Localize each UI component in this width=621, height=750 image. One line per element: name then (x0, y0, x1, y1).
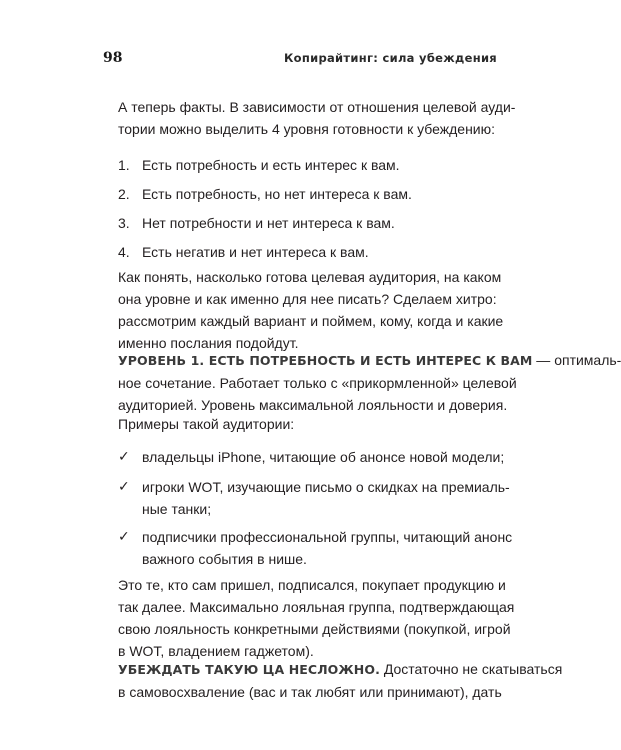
text-line: она уровне и как именно для нее писать? Сделаем хитро: (118, 291, 497, 307)
text-line: Примеры такой аудитории: (118, 416, 295, 432)
running-title: Копирайтинг: сила убеждения (283, 51, 497, 65)
text-line: в самовосхваление (вас и так любят или принимают), дать (118, 684, 502, 700)
text-line (118, 658, 563, 681)
page-header (103, 50, 497, 70)
text-line: аудиторией. Уровень максимальной лояльности и доверия. (118, 397, 508, 413)
text-line: владельцы iPhone, читающие об анонсе новой модели; (142, 449, 505, 465)
text-line: Как понять, насколько готова целевая аудитория, на каком (118, 269, 502, 285)
intro-paragraph (118, 96, 516, 140)
persuade-heading: УБЕЖДАТЬ ТАКУЮ ЦА НЕСЛОЖНО. (118, 662, 380, 677)
text-line: именно послания подойдут. (118, 335, 299, 351)
list-item-text: Есть потребность и есть интерес к вам. (142, 157, 400, 173)
list-item-text: Нет потребности и нет интереса к вам. (142, 215, 395, 231)
text-line: подписчики профессиональной группы, читающий анонс (142, 529, 513, 545)
level-item-1 (118, 154, 400, 176)
text-line: свою лояльность конкретными действиями (покупкой, игрой (118, 621, 511, 637)
level-item-2 (118, 183, 412, 205)
text-line (118, 349, 621, 372)
text-line: ные танки; (142, 501, 212, 517)
level1-heading-continuation: — оптималь- (532, 352, 621, 368)
checkmark-icon: ✓ (118, 449, 130, 465)
text-line: так далее. Максимально лояльная группа, подтверждающая (118, 599, 515, 615)
text-line: рассмотрим каждый вариант и поймем, кому, когда и какие (118, 313, 504, 329)
list-number: 1. (118, 157, 130, 173)
checkmark-icon: ✓ (118, 529, 130, 545)
level-item-3 (118, 212, 395, 234)
list-item-text: Есть потребность, но нет интереса к вам. (142, 186, 412, 202)
text-line: Это те, кто сам пришел, подписался, покупает продукцию и (118, 577, 506, 593)
level1-paragraph (118, 349, 621, 416)
level-item-4 (118, 241, 369, 263)
list-number: 2. (118, 186, 130, 202)
examples-intro (118, 413, 486, 435)
list-number: 4. (118, 244, 130, 260)
page-number: 98 (103, 50, 123, 66)
text-line: игроки WOT, изучающие письмо о скидках на премиаль- (142, 479, 510, 495)
text-line: А теперь факты. В зависимости от отношения целевой ауди- (118, 99, 516, 115)
question-paragraph (118, 266, 504, 354)
text-line: важного события в нише. (142, 551, 307, 567)
list-number: 3. (118, 215, 130, 231)
checkmark-icon: ✓ (118, 479, 130, 495)
list-item-text: Есть негатив и нет интереса к вам. (142, 244, 369, 260)
persuade-heading-continuation: Достаточно не скатываться (379, 661, 563, 677)
persuade-paragraph (118, 658, 563, 703)
text-line: ное сочетание. Работает только с «прикормленной» целевой (118, 375, 517, 391)
text-line: в WOT, владением гаджетом). (118, 643, 314, 659)
level1-heading: УРОВЕНЬ 1. ЕСТЬ ПОТРЕБНОСТЬ И ЕСТЬ ИНТЕРЕС К ВАМ (118, 353, 533, 368)
text-line: тории можно выделить 4 уровня готовности к убеждению: (118, 121, 496, 137)
summary-paragraph (118, 574, 515, 662)
